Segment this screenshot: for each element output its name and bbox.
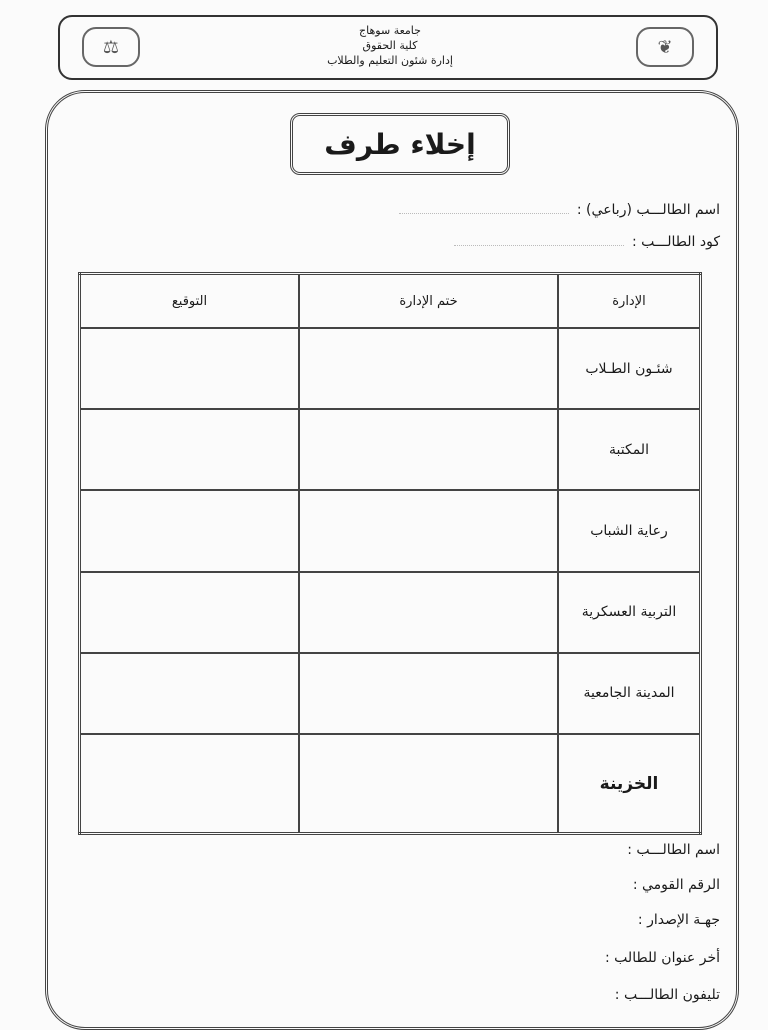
stamp-cell[interactable] [299, 328, 558, 409]
form-title: إخلاء طرف [290, 113, 510, 175]
label: كود الطالـــب : [632, 234, 720, 250]
table-row [80, 409, 701, 490]
national-id-field: الرقم القومي : [632, 877, 720, 893]
department-cell: شئـون الطـلاب [558, 328, 701, 409]
table-row [80, 328, 701, 409]
col-department: الإدارة [558, 274, 701, 329]
department-cell: الخزينة [558, 734, 701, 833]
table-row [80, 653, 701, 734]
department-name: إدارة شئون التعليم والطلاب [327, 54, 453, 67]
col-stamp: ختم الإدارة [299, 274, 558, 329]
stamp-cell[interactable] [299, 734, 558, 833]
university-seal-icon: ❦ [636, 27, 694, 67]
signature-cell[interactable] [80, 490, 300, 571]
stamp-cell[interactable] [299, 572, 558, 653]
student-phone-field: تليفون الطالـــب : [614, 987, 720, 1003]
signature-cell[interactable] [80, 328, 300, 409]
department-cell: رعاية الشباب [558, 490, 701, 571]
table-row [80, 490, 701, 571]
table-header [80, 274, 701, 329]
department-cell: المدينة الجامعية [558, 653, 701, 734]
stamp-cell[interactable] [299, 490, 558, 571]
clearance-table [78, 272, 702, 835]
student-code-field [454, 234, 720, 250]
blank-line[interactable] [454, 245, 624, 246]
blank-line[interactable] [399, 213, 569, 214]
last-address-field: أخر عنوان للطالب : [605, 950, 720, 966]
student-full-name-field [399, 202, 720, 218]
university-name: جامعة سوهاج [359, 24, 421, 37]
issuer-field: جهـة الإصدار : [637, 912, 720, 928]
scales-seal-icon: ⚖ [82, 27, 140, 67]
signature-cell[interactable] [80, 653, 300, 734]
table-row [80, 572, 701, 653]
signature-cell[interactable] [80, 734, 300, 833]
stamp-cell[interactable] [299, 653, 558, 734]
table-row [80, 734, 701, 833]
student-name-field: اسم الطالـــب : [627, 842, 720, 858]
col-signature: التوقيع [80, 274, 300, 329]
department-cell: التربية العسكرية [558, 572, 701, 653]
letterhead-text [260, 23, 520, 68]
label: اسم الطالـــب (رباعي) : [576, 202, 720, 218]
faculty-name: كلية الحقوق [362, 39, 418, 52]
department-cell: المكتبة [558, 409, 701, 490]
letterhead [58, 15, 718, 80]
signature-cell[interactable] [80, 572, 300, 653]
stamp-cell[interactable] [299, 409, 558, 490]
signature-cell[interactable] [80, 409, 300, 490]
